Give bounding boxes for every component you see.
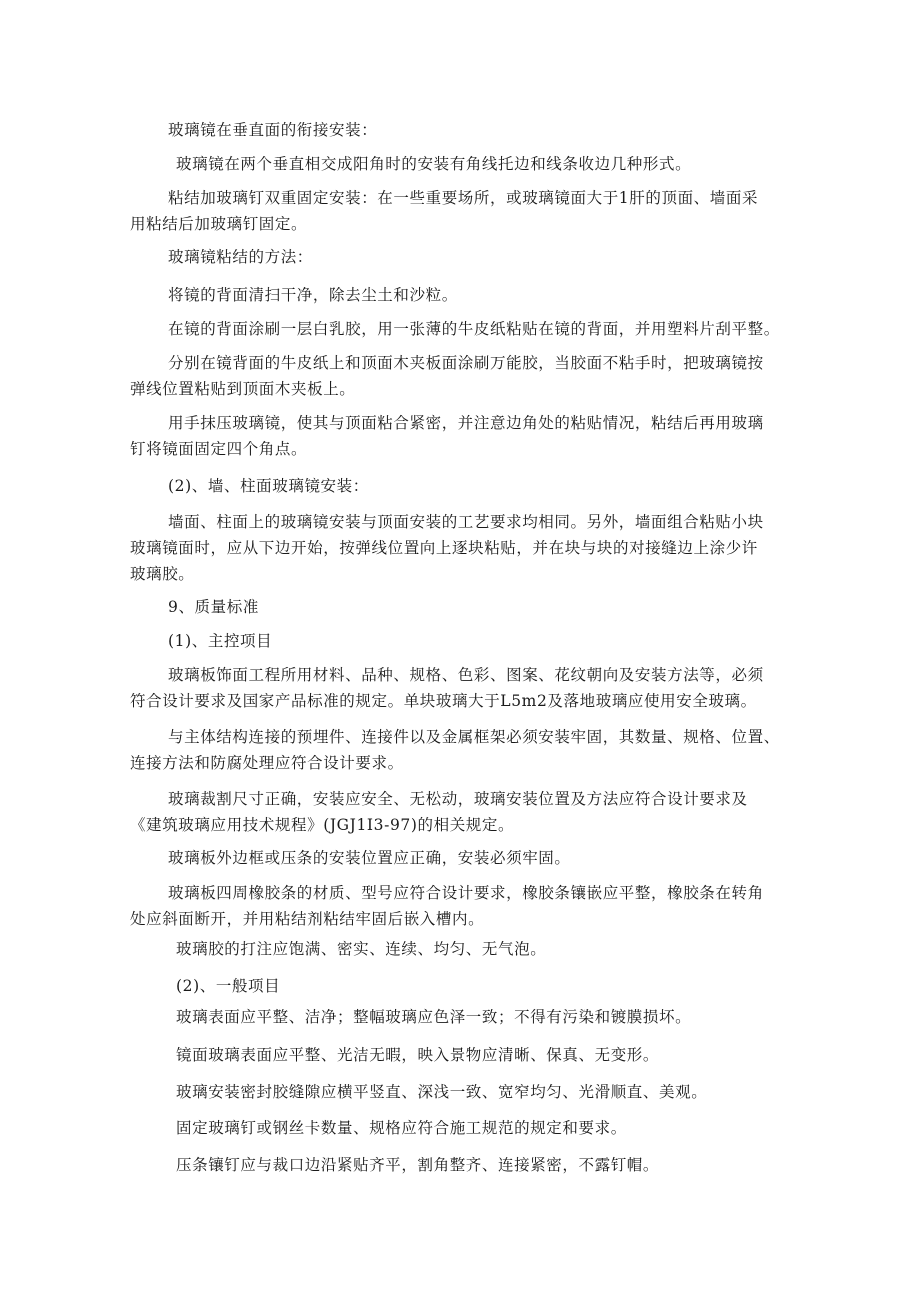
paragraph-line: 与主体结构连接的预埋件、连接件以及金属框架必须安装牢固，其数量、规格、位置、 [168,728,780,746]
paragraph [130,185,759,237]
paragraph-line: 钉将镜面固定四个角点。 [130,440,308,458]
paragraph-line: 固定玻璃钉或钢丝卡数量、规格应符合施工规范的规定和要求。 [176,1119,627,1137]
paragraph-line: 玻璃安装密封胶缝隙应横平竖直、深浅一致、宽窄均匀、光滑顺直、美观。 [176,1083,708,1101]
paragraph-line: 玻璃镜粘结的方法： [168,248,313,266]
paragraph [176,1079,707,1105]
paragraph [130,786,748,838]
paragraph [130,724,780,776]
paragraph-line: 连接方法和防腐处理应符合设计要求。 [130,754,404,772]
paragraph-line: (2)、墙、柱面玻璃镜安装： [168,477,369,495]
paragraph-line: 《建筑玻璃应用技术规程》(JGJ1I3-97)的相关规定。 [130,816,515,834]
paragraph-line: 粘结加玻璃钉双重固定安装：在一些重要场所，或玻璃镜面大于1肝的顶面、墙面采 [168,189,759,207]
paragraph [130,509,764,587]
paragraph-line: 在镜的背面涂刷一层白乳胶，用一张薄的牛皮纸粘贴在镜的背面，并用塑料片刮平整。 [168,320,780,338]
paragraph-line: 玻璃镜在两个垂直相交成阳角时的安装有角线托边和线条收边几种形式。 [176,155,692,173]
paragraph-line: 压条镶钉应与裁口边沿紧贴齐平，割角整齐、连接紧密，不露钉帽。 [176,1156,660,1174]
paragraph-line: 玻璃裁割尺寸正确，安装应安全、无松动，玻璃安装位置及方法应符合设计要求及 [168,790,748,808]
paragraph [168,594,259,620]
paragraph-line: 玻璃镜在垂直面的衔接安装： [168,121,378,139]
paragraph [168,117,377,143]
paragraph-line: 将镜的背面清扫干净，除去尘土和沙粒。 [168,286,458,304]
paragraph [176,936,546,962]
paragraph [168,282,458,308]
paragraph [168,845,571,871]
paragraph-line: 玻璃板四周橡胶条的材质、型号应符合设计要求，橡胶条镶嵌应平整，橡胶条在转角 [168,884,764,902]
paragraph [168,473,369,499]
paragraph-line: 用粘结后加玻璃钉固定。 [130,215,308,233]
paragraph-line: 墙面、柱面上的玻璃镜安装与顶面安装的工艺要求均相同。另外，墙面组合粘贴小块 [168,513,764,531]
paragraph-line: 弹线位置粘贴到顶面木夹板上。 [130,380,356,398]
paragraph [176,1042,659,1068]
paragraph [168,244,313,270]
paragraph-line: 玻璃胶的打注应饱满、密实、连续、均匀、无气泡。 [176,940,547,958]
paragraph-line: 玻璃镜面时，应从下边开始，按弹线位置向上逐块粘贴，并在块与块的对接缝边上涂少许 [130,539,758,557]
paragraph [176,1152,659,1178]
paragraph-line: (2)、一般项目 [176,977,281,995]
paragraph [176,1115,627,1141]
paragraph-line: 玻璃板外边框或压条的安装位置应正确，安装必须牢固。 [168,849,571,867]
paragraph [176,1004,691,1030]
paragraph-line: (1)、主控项目 [168,632,273,650]
paragraph-line: 玻璃胶。 [130,565,195,583]
paragraph [168,316,780,342]
paragraph [130,662,764,714]
paragraph-line: 用手抹压玻璃镜，使其与顶面粘合紧密，并注意边角处的粘贴情况，粘结后再用玻璃 [168,414,764,432]
paragraph-line: 符合设计要求及国家产品标准的规定。单块玻璃大于L5m2及落地玻璃应使用安全玻璃。 [130,692,757,710]
paragraph-line: 9、质量标准 [168,598,259,616]
paragraph-line: 镜面玻璃表面应平整、光洁无暇，映入景物应清晰、保真、无变形。 [176,1046,660,1064]
paragraph-line: 处应斜面断开，并用粘结剂粘结牢固后嵌入槽内。 [130,910,485,928]
paragraph [130,880,764,932]
paragraph-line: 分别在镜背面的牛皮纸上和顶面木夹板面涂刷万能胶，当胶面不粘手时，把玻璃镜按 [168,354,764,372]
paragraph-line: 玻璃表面应平整、洁净；整幅玻璃应色泽一致；不得有污染和镀膜损坏。 [176,1008,692,1026]
paragraph-line: 玻璃板饰面工程所用材料、品种、规格、色彩、图案、花纹朝向及安装方法等，必须 [168,666,764,684]
paragraph [176,973,280,999]
paragraph [130,410,764,462]
paragraph [176,151,691,177]
paragraph [130,350,764,402]
paragraph [168,628,272,654]
